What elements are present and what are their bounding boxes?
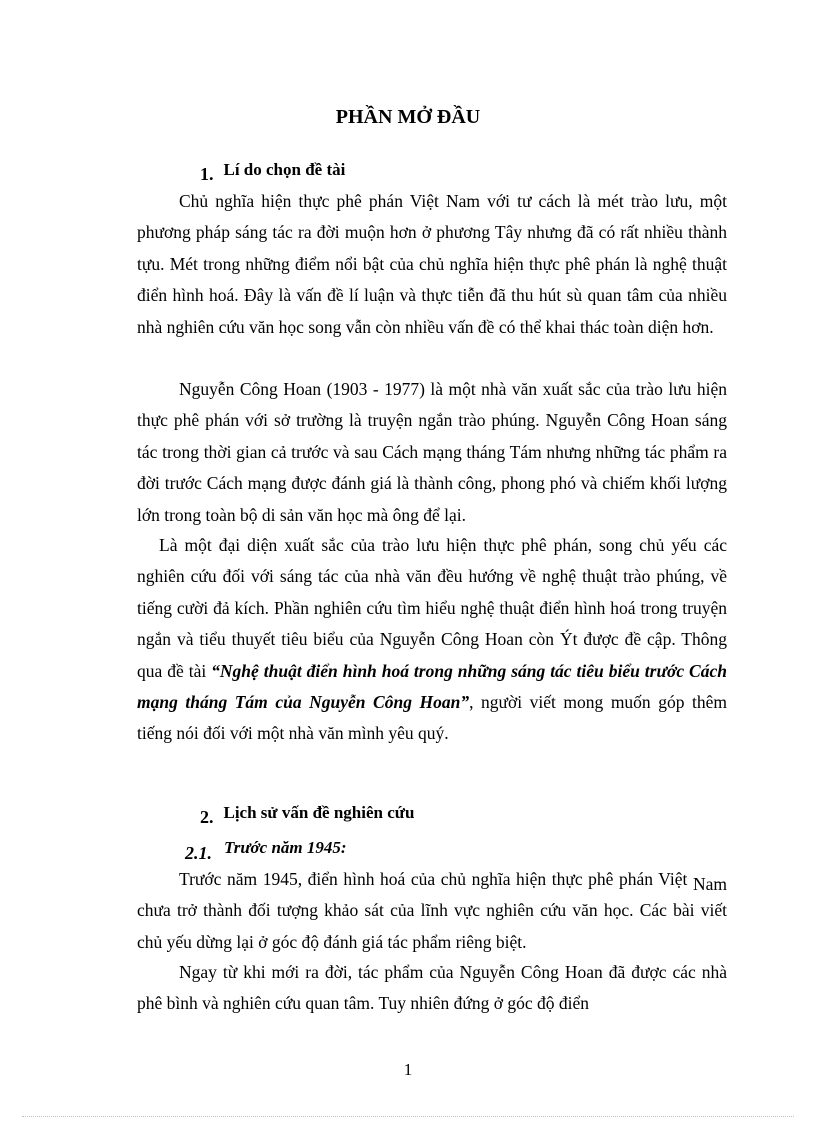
subsection-2-1-title: Trước năm 1945: [224, 838, 347, 857]
page-bottom-divider [22, 1116, 794, 1117]
paragraph-3-text: Là một đại diện xuất sắc của trào lưu hiện thực phê phán, song chủ yếu các nghiên cứu đối với sáng tác của nhà văn đều hướng về nghệ thuật trào phúng, về tiếng cười đả kích. Phần nghiên cứu tìm hiểu nghệ thuật điển hình hoá trong truyện ngắn và tiểu thuyết tiêu biểu của Nguyễn Công Hoan còn Ýt được đề cập. Thông qua đề tài [137, 535, 727, 681]
section-1-number: 1. [200, 164, 214, 184]
section-2-title: Lịch sử vấn đề nghiên cứu [223, 803, 415, 822]
paragraph-4-text-a: Trước năm 1945, điển hình hoá của chủ nghĩa hiện thực phê phán Việt [179, 869, 693, 889]
section-2-number: 2. [200, 807, 214, 827]
paragraph-4 [137, 864, 727, 958]
subsection-2-1-heading [185, 838, 347, 864]
paragraph-3 [137, 530, 727, 750]
page-number: 1 [403, 1060, 413, 1079]
paragraph-3-end: , người viết mong muốn góp thêm tiếng nói đối với một nhà văn mình yêu quý. [137, 692, 727, 744]
paragraph-4-nam: Nam [692, 874, 727, 894]
page-title: PHẦN MỞ ĐẦU [335, 106, 481, 128]
subsection-2-1-number: 2.1. [185, 843, 212, 863]
paragraph-2: Nguyễn Công Hoan (1903 - 1977) là một nhà văn xuất sắc của trào lưu hiện thực phê phán với sở trường là truyện ngắn trào phúng. Nguyễn Công Hoan sáng tác trong thời gian cả trước và sau Cách mạng tháng Tám nhưng những tác phẩm ra đời trước Cách mạng được đánh giá là thành công, phong phó và chiếm khối lượng lớn trong toàn bộ di sản văn học mà ông để lại. [137, 379, 727, 525]
section-1-title: Lí do chọn đề tài [223, 160, 346, 179]
paragraph-4-text-b: chưa trở thành đối tượng khảo sát của lĩnh vực nghiên cứu văn học. Các bài viết chủ yếu dừng lại ở góc độ đánh giá tác phẩm riêng biệt. [137, 900, 727, 952]
paragraph-1: Chủ nghĩa hiện thực phê phán Việt Nam với tư cách là mét trào lưu, một phương pháp sáng tác ra đời muộn hơn ở phương Tây nhưng đã có rất nhiều thành tựu. Mét trong những điểm nổi bật của chủ nghĩa hiện thực phê phán là nghệ thuật điển hình hoá. Đây là vấn đề lí luận và thực tiễn đã thu hút sù quan tâm của nhiều nhà nghiên cứu văn học song vẫn còn nhiều vấn đề có thể khai thác toàn diện hơn. [137, 191, 727, 337]
paragraph-5: Ngay từ khi mới ra đời, tác phẩm của Nguyễn Công Hoan đã được các nhà phê bình và nghiên cứu quan tâm. Tuy nhiên đứng ở góc độ điển [137, 962, 727, 1014]
thesis-title: “Nghệ thuật điển hình hoá trong những sáng tác tiêu biểu trước Cách mạng tháng Tám của Nguyễn Công Hoan” [137, 660, 727, 713]
section-1-heading [200, 160, 345, 185]
section-2-heading [200, 803, 414, 828]
